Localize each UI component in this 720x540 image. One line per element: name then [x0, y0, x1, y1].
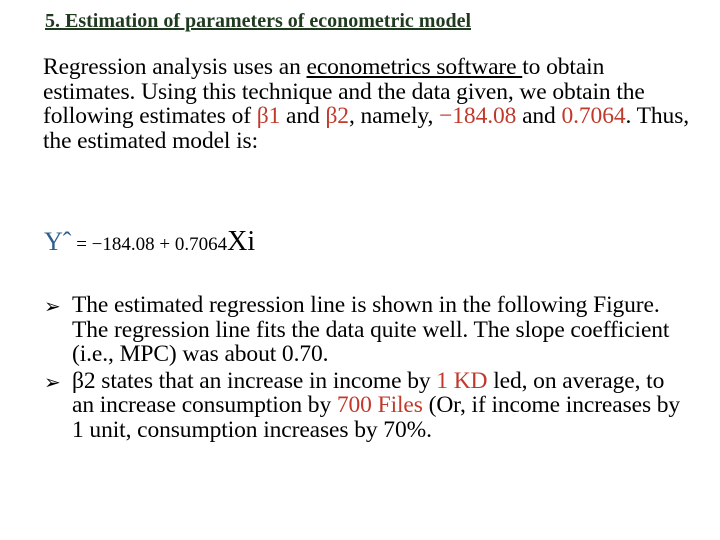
para-text-3: and [280, 103, 326, 129]
consumption-amount: 700 Files [336, 392, 423, 418]
page-title: 5. Estimation of parameters of econometric model [45, 10, 471, 32]
bullet-list [44, 293, 684, 444]
para-text-6: . Thus, the estimated model is: [43, 103, 690, 154]
estimated-model-equation [44, 226, 255, 258]
bullet-item [44, 369, 684, 443]
estimate-slope: 0.7064 [561, 103, 626, 129]
para-text-1: Regression analysis uses an [43, 54, 307, 80]
arrow-bullet-icon: ➢ [44, 369, 61, 394]
intro-paragraph [43, 55, 693, 153]
econometrics-software-link[interactable]: econometrics software [306, 54, 523, 80]
equation-body: = −184.08 + 0.7064 [71, 234, 228, 255]
bullet-text-part: (Or, if income increases by 1 unit, consumption increases by 70%. [72, 392, 681, 443]
beta2-symbol: β2 [325, 103, 349, 129]
beta1-symbol: β1 [256, 103, 281, 129]
para-text-5: and [516, 103, 562, 129]
para-text-4: , namely, [348, 103, 440, 129]
bullet-text-part: states that an increase in income by [95, 367, 437, 394]
y-hat: Yˆ [44, 227, 72, 256]
arrow-bullet-icon: ➢ [44, 294, 61, 318]
bullet-text-part: led, on average, to an increase consumption by [72, 367, 665, 418]
para-text-2: to obtain estimates. Using this technique and the data given, we obtain the following estimates of [43, 54, 645, 129]
beta2-symbol: β2 [72, 367, 96, 394]
bullet-text [72, 369, 684, 443]
bullet-text: The estimated regression line is shown in the following Figure. The regression line fits the data quite well. The slope coefficient (i.e., MPC) was about 0.70. [72, 292, 670, 367]
bullet-item [44, 293, 684, 367]
equation-xi: Xi [227, 226, 256, 257]
income-amount: 1 KD [436, 367, 488, 394]
estimate-intercept: −184.08 [439, 103, 517, 129]
